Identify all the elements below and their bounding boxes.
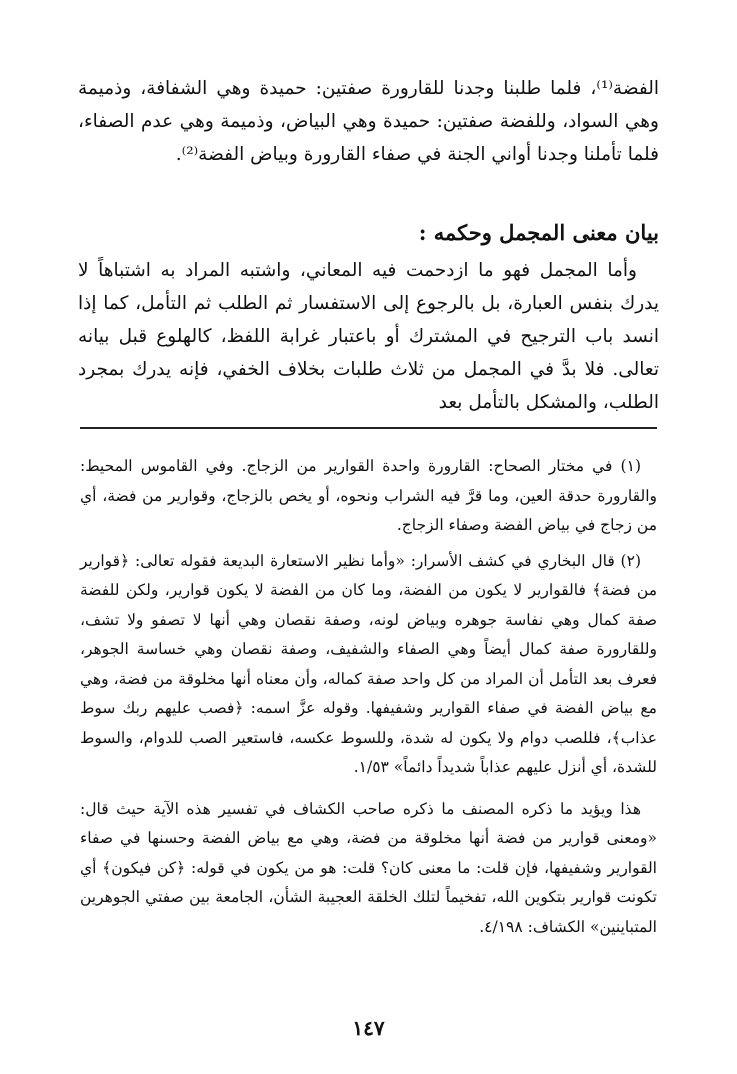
footnote-2: (٢) قال البخاري في كشف الأسرار: «وأما نظير الاستعارة البديعة فقوله تعالى: ﴿قوارير من فضة﴾ فالقوارير لا يكون من الفضة، وما كان من الفضة لا يكون قوارير، ولكن للفضة صفة كمال وهي نفاسة جوهره وبياض لونه، وصفة نقصان وهي أنها لا تصفو ولا تشف، وللقارورة صفة كمال أيضاً وهي الصفاء والشفيف، وصفة نقصان وهي خساسة الجوهر، فعرف بعد التأمل أن المراد من كل واحد صفة كماله، وأن معناه أنها مخلوقة من فضة، وهي مع بياض الفضة في صفاء القوارير وشفيفها. وقوله عزَّ اسمه: ﴿فصب عليهم ربك سوط عذاب﴾، فللصب دوام ولا يكون له شدة، وللسوط عكسه، فاستعير الصب للدوام، والسوط للشدة، أي أنزل عليهم عذاباً شديداً دائماً» ١/٥٣. xyxy=(80,551,657,776)
footnote-addendum: هذا ويؤيد ما ذكره المصنف ما ذكره صاحب الكشاف في تفسير هذه الآية حيث قال: «ومعنى قوارير من فضة أنها مخلوقة من فضة، وهي مع بياض الفضة وحسنها في صفاء القوارير وشفيفها، فإن قلت: ما معنى كان؟ قلت: هو من يكون في قوله: ﴿كن فيكون﴾ أي تكونت قوارير بتكوين الله، تفخيماً لتلك الخلقة العجيبة الشأن، الجامعة بين صفتي الجوهرين المتباينين» الكشاف: ٤/١٩٨. xyxy=(80,799,657,936)
footnote-divider xyxy=(80,427,657,429)
footnotes-block xyxy=(80,452,657,942)
intro-block xyxy=(78,72,659,171)
page-number: ١٤٧ xyxy=(352,1016,385,1040)
intro-paragraph: الفضة⁽¹⁾، فلما طلبنا وجدنا للقارورة صفتين: حميدة وهي الشفافة، وذميمة وهي السواد، وللفضة صفتين: حميدة وهي البياض، وذميمة وهي عدم الصفاء، فلما تأملنا وجدنا أواني الجنة في صفاء القارورة وبياض الفضة⁽²⁾. xyxy=(78,78,659,165)
footnote-1: (١) في مختار الصحاح: القارورة واحدة القوارير من الزجاج. وفي القاموس المحيط: والقارورة حدقة العين، وما قرَّ فيه الشراب ونحوه، أو يخص بالزجاج، وقوارير من فضة، أي من زجاج في بياض الفضة وصفاء الزجاج. xyxy=(80,457,657,534)
section-body xyxy=(78,254,659,419)
section-heading: بيان معنى المجمل وحكمه : xyxy=(418,220,659,245)
section-paragraph: وأما المجمل فهو ما ازدحمت فيه المعاني، واشتبه المراد به اشتباهاً لا يدرك بنفس العبارة، بل بالرجوع إلى الاستفسار ثم الطلب ثم التأمل، كما إذا انسد باب الترجيح في المشترك أو باعتبار غرابة اللفظ، كالهلوع قبل بيانه تعالى. فلا بدَّ في المجمل من ثلاث طلبات بخلاف الخفي، فإنه يدرك بمجرد الطلب، والمشكل بالتأمل بعد xyxy=(78,260,659,413)
